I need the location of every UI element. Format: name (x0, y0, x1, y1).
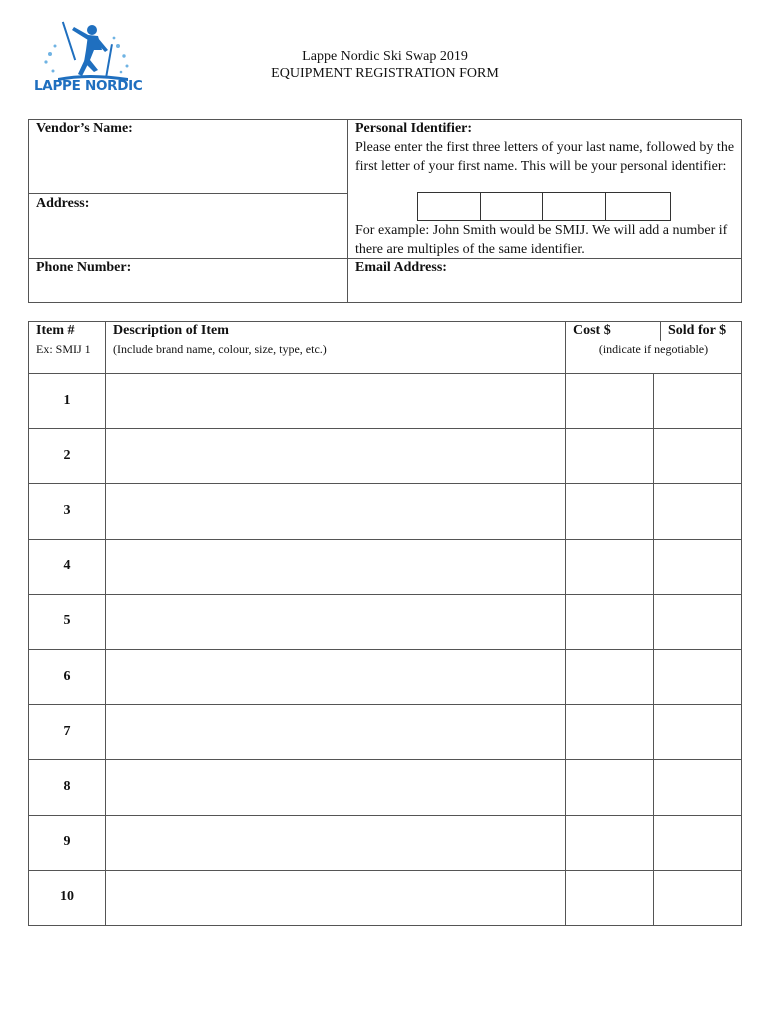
item-sold-for-field[interactable] (655, 760, 740, 813)
email-address-field[interactable] (355, 279, 735, 299)
item-description-field[interactable] (107, 871, 563, 924)
item-cost-field[interactable] (567, 760, 651, 813)
item-row-number: 5 (63, 613, 71, 628)
divider (105, 321, 106, 926)
address-field[interactable] (36, 215, 340, 253)
personal-identifier-instructions: Please enter the first three letters of your last name, followed by the first letter of your first name. This will be your personal identifier: (355, 140, 735, 174)
description-note: (Include brand name, colour, size, type, etc.) (113, 342, 327, 356)
cost-header: Cost $ (573, 323, 611, 338)
identifier-boxes (417, 192, 671, 221)
email-address-label: Email Address: (355, 260, 447, 275)
item-row-number: 7 (63, 724, 71, 739)
phone-number-field[interactable] (36, 279, 340, 299)
item-cost-field[interactable] (567, 871, 651, 924)
divider (653, 374, 654, 926)
divider (565, 321, 566, 926)
item-description-field[interactable] (107, 540, 563, 593)
item-description-field[interactable] (107, 374, 563, 427)
item-sold-for-field[interactable] (655, 650, 740, 703)
item-description-field[interactable] (107, 816, 563, 869)
personal-identifier-label: Personal Identifier: (355, 121, 473, 136)
item-row-number: 1 (63, 393, 71, 408)
item-row-number: 9 (63, 834, 71, 849)
description-header: Description of Item (113, 323, 229, 338)
item-sold-for-field[interactable] (655, 871, 740, 924)
item-cost-field[interactable] (567, 540, 651, 593)
item-sold-for-field[interactable] (655, 595, 740, 648)
item-description-field[interactable] (107, 705, 563, 758)
item-row-number: 8 (63, 779, 71, 794)
divider (347, 119, 348, 303)
identifier-letter-4[interactable] (605, 192, 671, 221)
item-cost-field[interactable] (567, 650, 651, 703)
item-cost-field[interactable] (567, 816, 651, 869)
item-sold-for-field[interactable] (655, 484, 740, 537)
item-cost-field[interactable] (567, 595, 651, 648)
vendor-name-field[interactable] (36, 140, 340, 188)
item-number-example: Ex: SMIJ 1 (36, 342, 91, 356)
item-sold-for-field[interactable] (655, 705, 740, 758)
item-row-number: 3 (63, 503, 71, 518)
divider (28, 193, 348, 194)
identifier-letter-2[interactable] (480, 192, 543, 221)
item-cost-field[interactable] (567, 484, 651, 537)
item-sold-for-field[interactable] (655, 429, 740, 482)
item-number-header: Item # (36, 323, 75, 338)
identifier-letter-1[interactable] (417, 192, 481, 221)
item-cost-field[interactable] (567, 374, 651, 427)
address-label: Address: (36, 196, 90, 211)
phone-number-label: Phone Number: (36, 260, 132, 275)
item-sold-for-field[interactable] (655, 374, 740, 427)
identifier-example: For example: John Smith would be SMIJ. We will add a number if there are multiples of the same identifier. (355, 223, 728, 257)
form-title: Lappe Nordic Ski Swap 2019 (302, 49, 468, 64)
negotiable-note: (indicate if negotiable) (598, 342, 709, 356)
item-sold-for-field[interactable] (655, 816, 740, 869)
item-description-field[interactable] (107, 650, 563, 703)
item-description-field[interactable] (107, 595, 563, 648)
item-row-number: 4 (63, 558, 71, 573)
sold-for-header: Sold for $ (668, 323, 727, 338)
item-row-number: 10 (60, 889, 74, 904)
item-cost-field[interactable] (567, 429, 651, 482)
identifier-letter-3[interactable] (542, 192, 606, 221)
form-subtitle: EQUIPMENT REGISTRATION FORM (271, 66, 499, 81)
item-row-number: 2 (63, 448, 71, 463)
item-sold-for-field[interactable] (655, 540, 740, 593)
vendor-name-label: Vendor’s Name: (36, 121, 133, 136)
item-description-field[interactable] (107, 429, 563, 482)
item-description-field[interactable] (107, 760, 563, 813)
item-description-field[interactable] (107, 484, 563, 537)
item-row-number: 6 (63, 669, 71, 684)
logo-text: LAPPE NORDIC (34, 78, 143, 94)
item-cost-field[interactable] (567, 705, 651, 758)
divider (660, 321, 661, 341)
